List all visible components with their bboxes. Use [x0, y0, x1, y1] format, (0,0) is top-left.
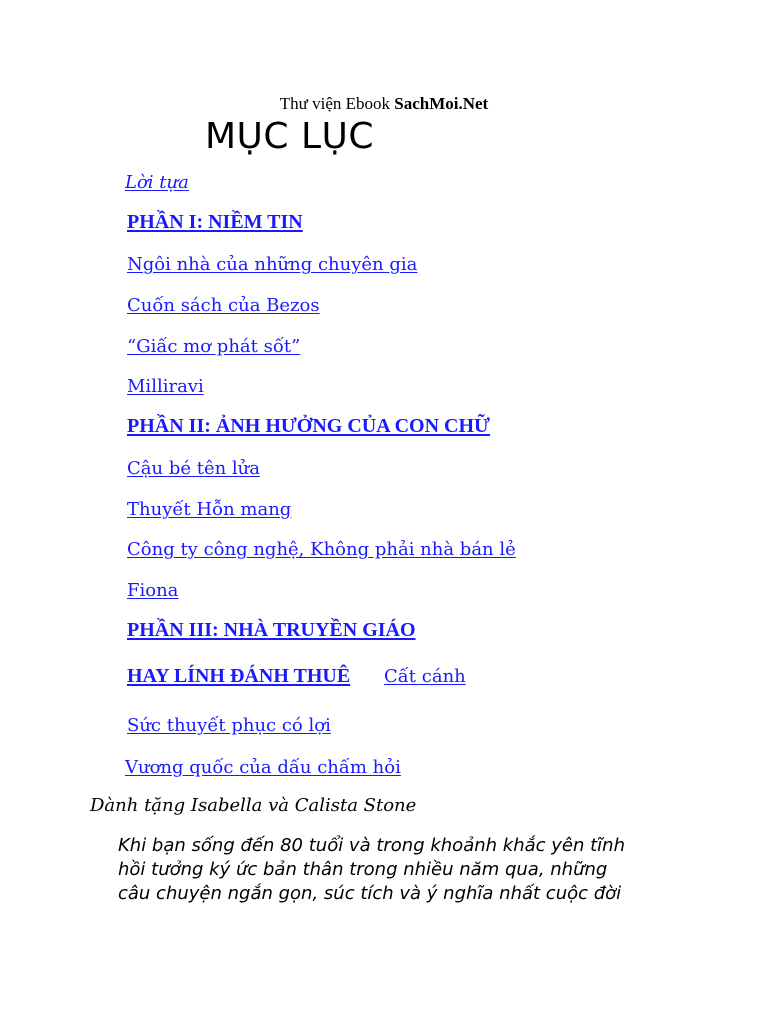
toc-link-item11[interactable]: Vương quốc của dấu chấm hỏi	[125, 757, 401, 778]
toc-title: MỤC LỤC	[205, 116, 375, 157]
library-site-name: SachMoi.Net	[394, 94, 489, 113]
toc-link-part2[interactable]: PHẦN II: ẢNH HƯỞNG CỦA CON CHỮ	[127, 415, 490, 437]
toc-link-part3b[interactable]: HAY LÍNH ĐÁNH THUÊ	[127, 665, 351, 687]
toc-link-item1[interactable]: Ngôi nhà của những chuyên gia	[127, 254, 418, 275]
toc-link-item9[interactable]: Cất cánh	[384, 666, 466, 687]
toc-link-item7[interactable]: Công ty công nghệ, Không phải nhà bán lẻ	[127, 539, 516, 560]
paragraph-line-2: hồi tưởng ký ức bản thân trong nhiều năm qua, những	[118, 859, 608, 880]
library-header-prefix: Thư viện Ebook	[279, 94, 395, 113]
toc-link-part3a[interactable]: PHẦN III: NHÀ TRUYỀN GIÁO	[127, 619, 416, 641]
toc-link-item10[interactable]: Sức thuyết phục có lợi	[127, 715, 331, 736]
dedication: Dành tặng Isabella và Calista Stone	[90, 795, 417, 816]
toc-link-item4[interactable]: Milliravi	[127, 376, 204, 397]
toc-link-item6[interactable]: Thuyết Hỗn mang	[127, 499, 292, 520]
toc-link-preface[interactable]: Lời tựa	[125, 172, 189, 193]
paragraph-line-3: câu chuyện ngắn gọn, súc tích và ý nghĩa nhất cuộc đời	[118, 883, 622, 904]
library-header	[0, 94, 768, 114]
toc-link-part1[interactable]: PHẦN I: NIỀM TIN	[127, 211, 303, 233]
toc-link-item8[interactable]: Fiona	[127, 580, 179, 601]
toc-link-item2[interactable]: Cuốn sách của Bezos	[127, 295, 320, 316]
toc-link-item5[interactable]: Cậu bé tên lửa	[127, 458, 260, 479]
opening-paragraph	[118, 834, 678, 906]
paragraph-line-1: Khi bạn sống đến 80 tuổi và trong khoảnh khắc yên tĩnh	[118, 835, 625, 856]
toc-link-item3[interactable]: “Giấc mơ phát sốt”	[127, 336, 301, 357]
